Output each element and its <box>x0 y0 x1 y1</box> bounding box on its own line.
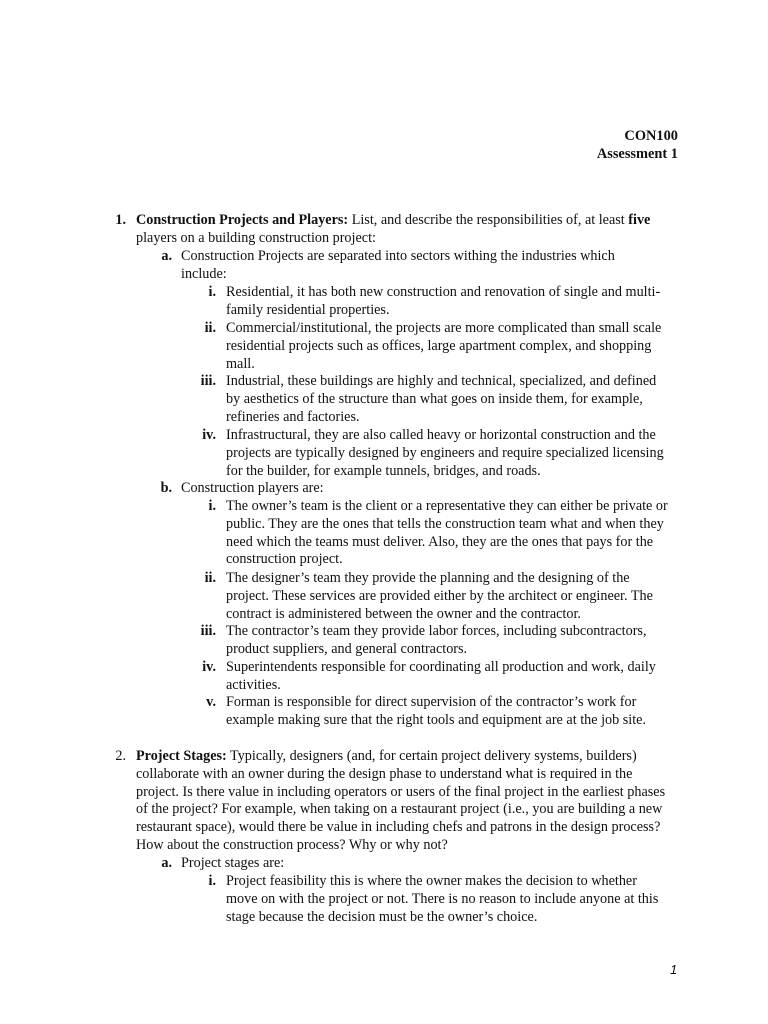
q1-b-iii-text: The contractor’s team they provide labor forces, including subcontractors, product suppliers, and general contractors. <box>226 623 647 657</box>
q1-b-iv-marker: iv. <box>202 659 216 675</box>
q1-emphasis: five <box>628 212 651 228</box>
q1-b-marker: b. <box>160 480 172 496</box>
page-number: 1 <box>670 962 678 977</box>
q2-title: Project Stages: <box>136 748 227 764</box>
q1-a-i-text: Residential, it has both new construction and renovation of single and multi-family residential properties. <box>226 284 661 318</box>
q1-a-iv-text: Infrastructural, they are also called heavy or horizontal construction and the projects are typically designed by engineers and require specialized licensing for the builder, for example tunnels, bridges, and roads. <box>226 427 664 479</box>
q2-number: 2. <box>115 748 126 764</box>
q1-a-i-marker: i. <box>208 284 216 300</box>
q1-b-v-marker: v. <box>206 694 216 710</box>
q1-b-text: Construction players are: <box>181 480 324 496</box>
q1-a-iii-text: Industrial, these buildings are highly and technical, specialized, and defined by aesthetics of the structure than what goes on inside them, for example, refineries and factories. <box>226 373 657 425</box>
assessment-title: Assessment 1 <box>596 146 678 162</box>
q2-a-text: Project stages are: <box>181 855 285 871</box>
q1-a-ii-text: Commercial/institutional, the projects are more complicated than small scale residential projects such as offices, large apartment complex, and shopping mall. <box>226 320 662 372</box>
q1-a-iii-marker: iii. <box>200 373 216 389</box>
q1-b-ii-marker: ii. <box>204 570 216 586</box>
q1-b-v-text: Forman is responsible for direct supervision of the contractor’s work for example making sure that the right tools and equipment are at the job site. <box>226 694 646 728</box>
q1-b-ii-text: The designer’s team they provide the planning and the designing of the project. These services are provided either by the architect or engineer. The contract is administered between the owner and the contractor. <box>226 570 653 622</box>
q1-a-iv-marker: iv. <box>202 427 216 443</box>
q2-prompt <box>136 748 670 855</box>
q1-title: Construction Projects and Players: <box>136 212 349 228</box>
q1-number: 1. <box>115 212 126 228</box>
q2-a-i-text: Project feasibility this is where the owner makes the decision to whether move on with the project or not. There is no reason to include anyone at this stage because the decision must be the owner’s choice. <box>226 873 659 925</box>
q1-b-iii-marker: iii. <box>200 623 216 639</box>
q2-text: Typically, designers (and, for certain project delivery systems, builders) collaborate with an owner during the design phase to understand what is required in the project. Is there value in including operators or users of the final project in the earliest phases of the project? For example, when taking on a restaurant project (i.e., you are building a new restaurant space), would there be value in including chefs and patrons in the design process? How about the construction process? Why or why not? <box>136 748 666 853</box>
q1-text-a: List, and describe the responsibilities of, at least <box>348 212 625 228</box>
course-code: CON100 <box>624 128 678 144</box>
q1-b-i-text: The owner’s team is the client or a representative they can either be private or public. They are the ones that tells the construction team what and when they need which the teams must deliver. Also, they are the ones that pays for the construction project. <box>226 498 668 568</box>
q2-a-i-marker: i. <box>208 873 216 889</box>
q1-b-i-marker: i. <box>208 498 216 514</box>
q1-a-ii-marker: ii. <box>204 320 216 336</box>
q1-a-marker: a. <box>161 248 172 264</box>
q1-text-b: players on a building construction project: <box>136 229 376 246</box>
q1-b-iv-text: Superintendents responsible for coordinating all production and work, daily activities. <box>226 659 656 693</box>
q1-prompt <box>136 212 668 248</box>
q1-a-text: Construction Projects are separated into sectors withing the industries which include: <box>181 248 615 282</box>
q2-a-marker: a. <box>161 855 172 871</box>
